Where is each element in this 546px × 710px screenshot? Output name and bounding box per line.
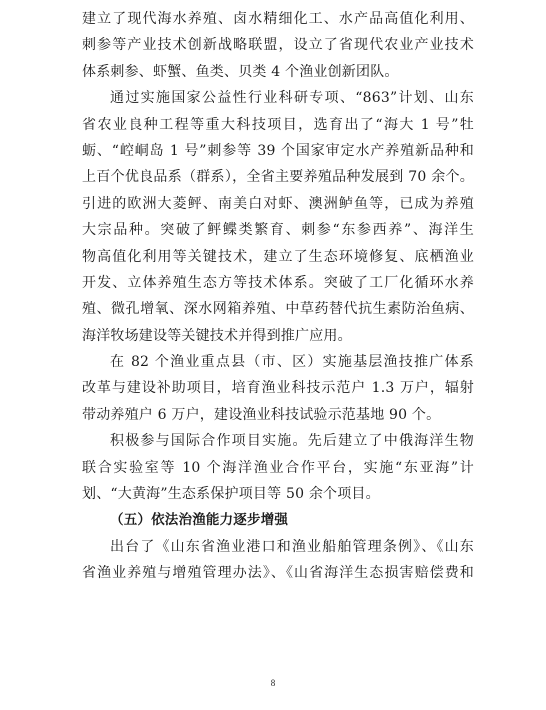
paragraph-extension-reform xyxy=(82,349,474,428)
text-line: 上百个优良品系（群系），全省主要养殖品种发展到 70 余个。 xyxy=(82,169,474,186)
text-line: 开发、立体养殖生态方等技术体系。突破了工厂化循环水养 xyxy=(82,274,474,291)
section-heading: （五）依法治渔能力逐步增强 xyxy=(110,512,289,529)
text-line: 物高值化利用等关键技术，建立了生态环境修复、底栖渔业 xyxy=(82,248,474,265)
text-line: 通过实施国家公益性行业科研专项、“863”计划、山东 xyxy=(110,90,474,107)
page-number: 8 xyxy=(270,678,276,688)
text-line: 改革与建设补助项目，培育渔业科技示范户 1.3 万户，辐射 xyxy=(82,380,474,397)
text-line: 海洋牧场建设等关键技术并得到推广应用。 xyxy=(82,327,352,344)
text-line: 引进的欧洲大菱鲆、南美白对虾、澳洲鲈鱼等，已成为养殖 xyxy=(82,195,474,212)
text-line: 出台了《山东省渔业港口和渔业船舶管理条例》、《山东 xyxy=(110,538,474,555)
paragraph-legal-framework xyxy=(82,534,474,587)
text-line: 在 82 个渔业重点县（市、区）实施基层渔技推广体系 xyxy=(110,354,474,371)
text-line: 联合实验室等 10 个海洋渔业合作平台，实施“东亚海”计 xyxy=(82,459,474,476)
text-line: 省渔业养殖与增殖管理办法》、《山省海洋生态损害赔偿费和 xyxy=(82,565,474,582)
text-line: 大宗品种。突破了鲆鲽类繁育、刺参“东参西养”、海洋生 xyxy=(82,222,474,239)
text-line: 体系刺参、虾蟹、鱼类、贝类 4 个渔业创新团队。 xyxy=(82,63,399,80)
text-line: 划、“大黄海”生态系保护项目等 50 余个项目。 xyxy=(82,486,380,503)
text-line: 刺参等产业技术创新战略联盟，设立了省现代农业产业技术 xyxy=(82,37,474,54)
text-line: 带动养殖户 6 万户，建设渔业科技试验示范基地 90 个。 xyxy=(82,406,441,423)
text-line: 积极参与国际合作项目实施。先后建立了中俄海洋生物 xyxy=(110,433,474,450)
text-line: 蛎、“崆峒岛 1 号”刺参等 39 个国家审定水产养殖新品种和 xyxy=(82,142,474,159)
paragraph-research-projects xyxy=(82,85,474,349)
text-line: 建立了现代海水养殖、卤水精细化工、水产品高值化利用、 xyxy=(82,11,474,27)
paragraph-international-cooperation xyxy=(82,428,474,507)
body-text xyxy=(82,6,474,587)
paragraph-innovation-alliance xyxy=(82,6,474,85)
text-line: 殖、微孔增氧、深水网箱养殖、中草药替代抗生素防治鱼病、 xyxy=(82,301,474,318)
text-line: 省农业良种工程等重大科技项目，选育出了“海大 1 号”牡 xyxy=(82,116,474,133)
